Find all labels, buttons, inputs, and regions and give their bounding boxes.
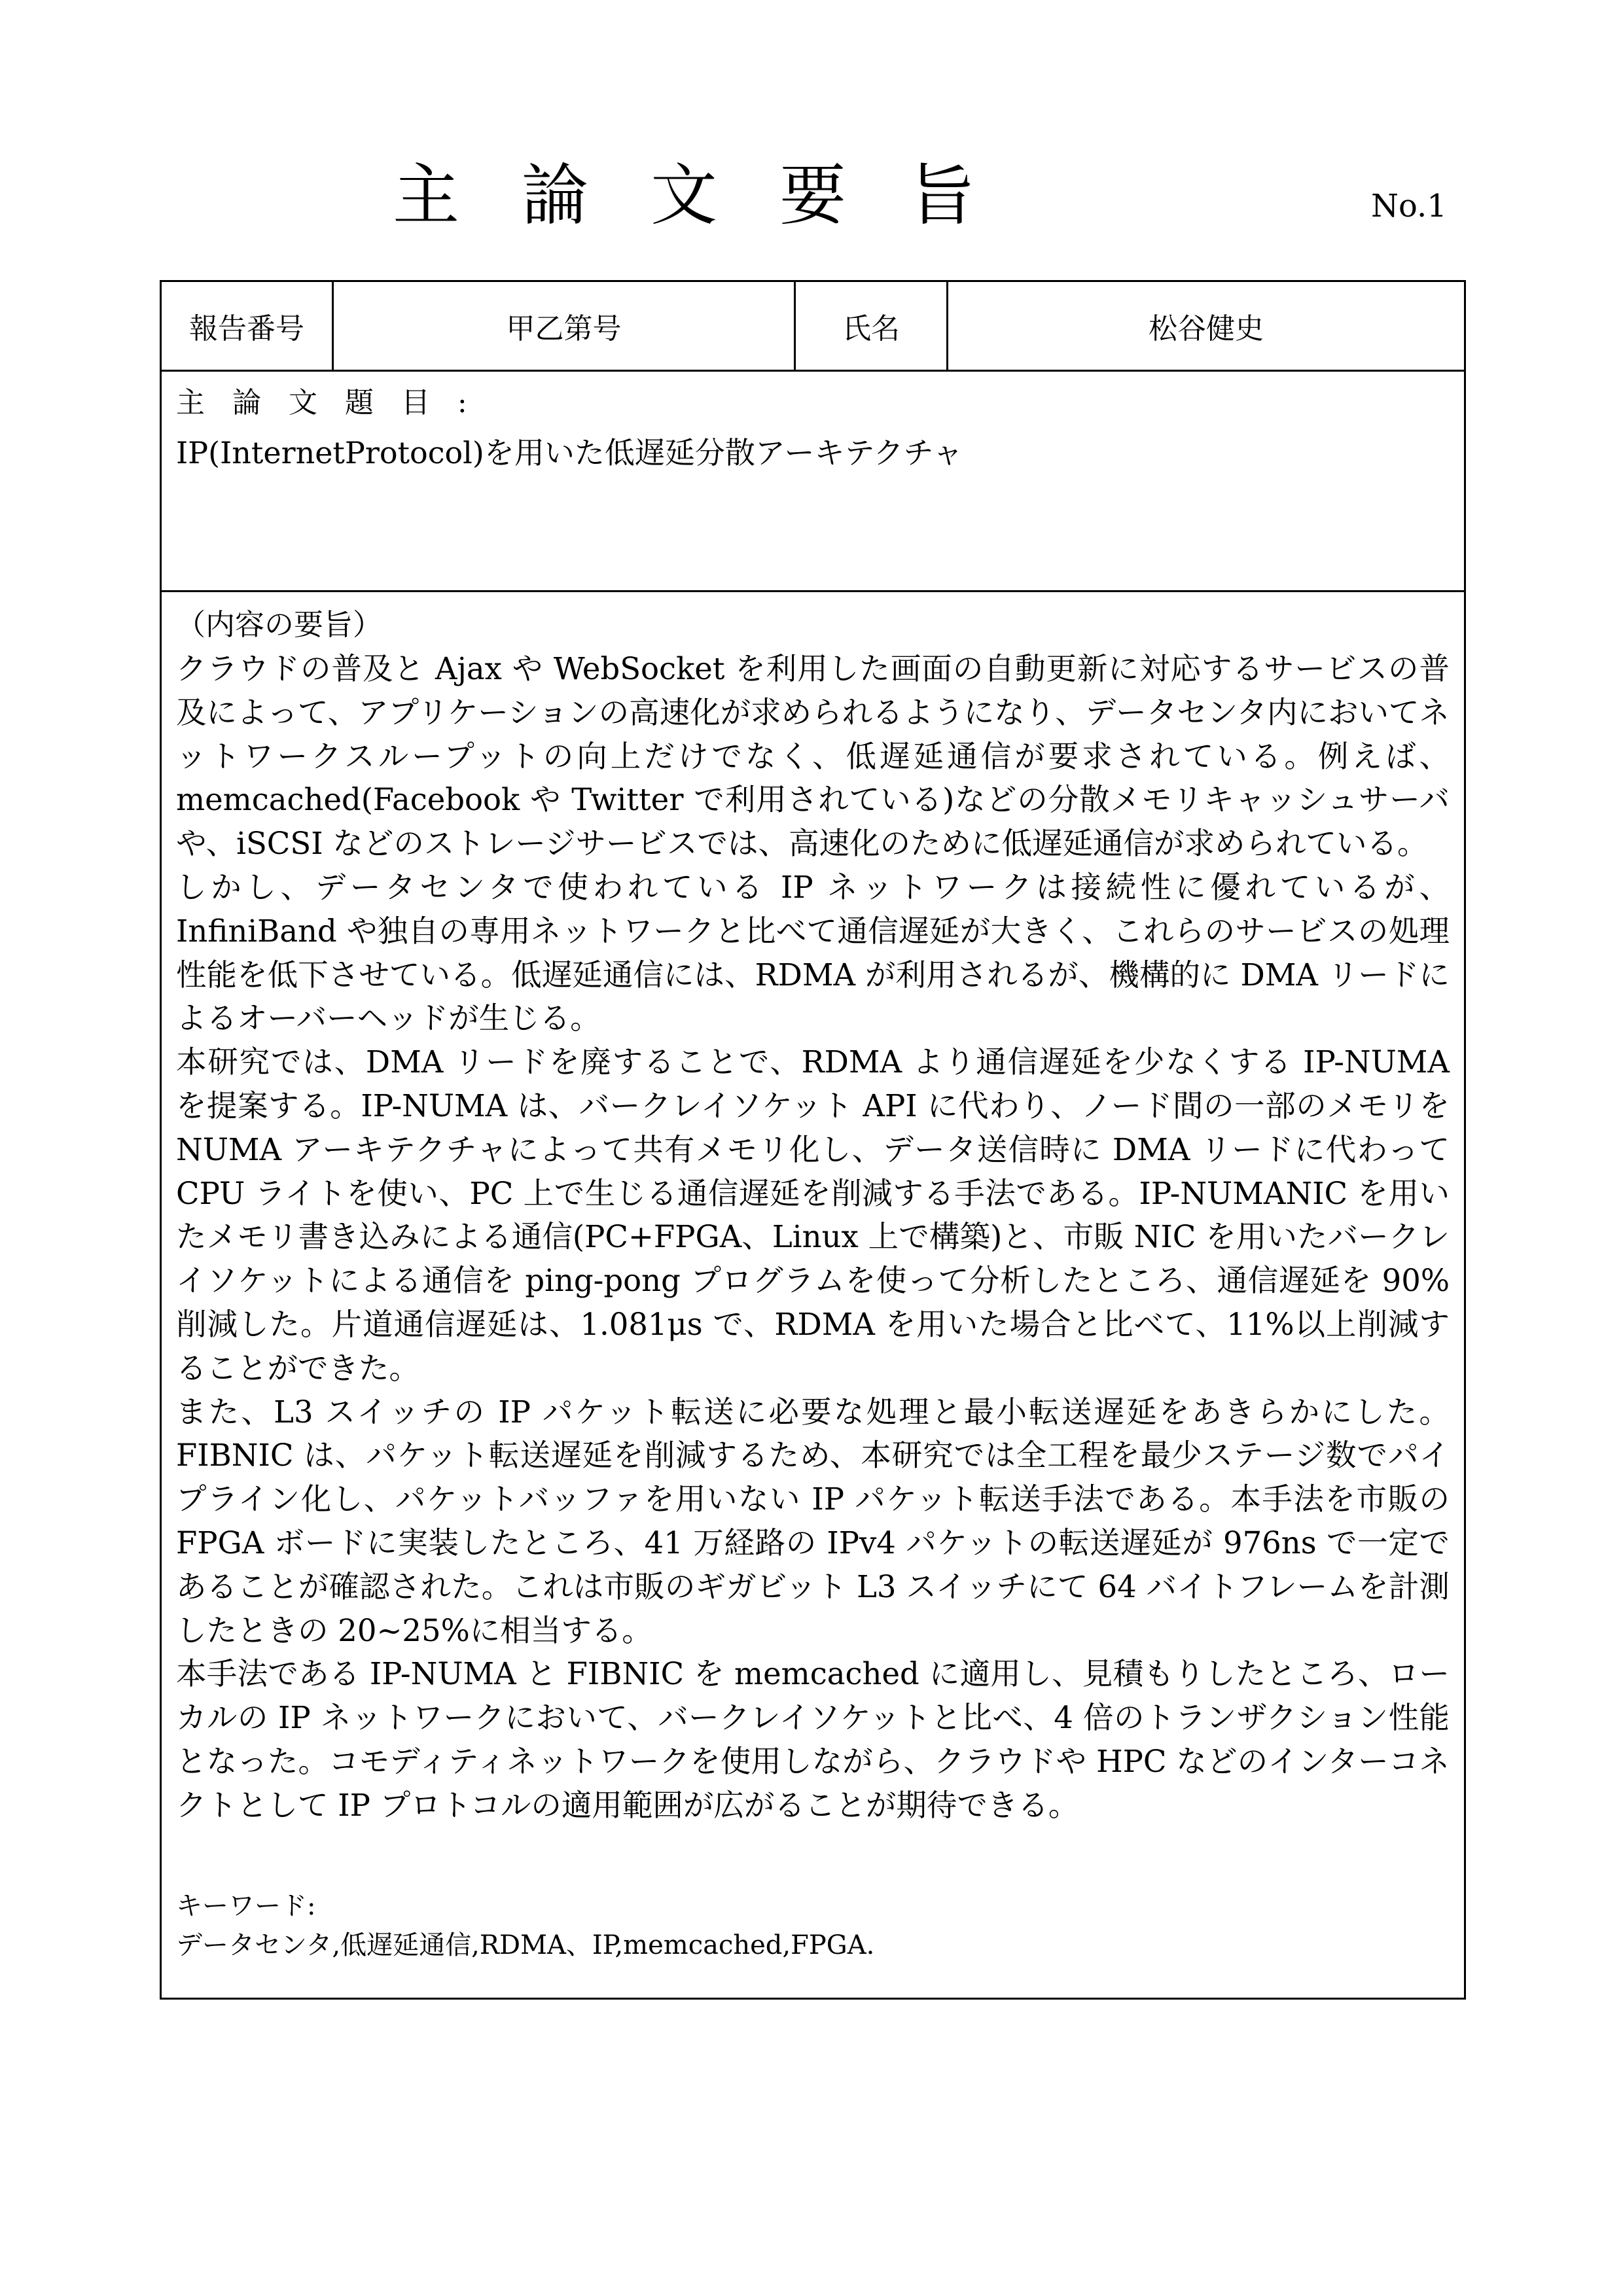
abstract-paragraph: クラウドの普及と Ajax や WebSocket を利用した画面の自動更新に対応するサービスの普及によって、アプリケーションの高速化が求められるようになり、データセンタ内においてネットワークスループットの向上だけでなく、低遅延通信が要求されている。例えば、memcached(Facebook や Twitter で利用されている)などの分散メモリキャッシュサーバや、iSCSI などのストレージサービスでは、高速化のために低遅延通信が求められている。: [176, 651, 1450, 862]
header-row: [162, 282, 1464, 372]
abstract-paragraph: しかし、データセンタで使われている IP ネットワークは接続性に優れているが、InfiniBand や独自の専用ネットワークと比べて通信遅延が大きく、これらのサービスの処理性能を低下させている。低遅延通信には、RDMA が利用されるが、機構的に DMA リードによるオーバーヘッドが生じる。: [176, 869, 1450, 1036]
name-label: 氏名: [796, 282, 948, 370]
page-number: No.1: [1371, 188, 1447, 224]
abstract-body: [176, 647, 1450, 1828]
thesis-title-section: [162, 372, 1464, 592]
report-number-value: 甲乙第号: [334, 282, 796, 370]
name-value: 松谷健史: [1149, 312, 1264, 345]
report-number-label: 報告番号: [162, 282, 334, 370]
keywords-label: キーワード:: [176, 1891, 316, 1921]
abstract-form: [160, 280, 1466, 2000]
thesis-title-text: IP(InternetProtocol)を用いた低遅延分散アーキテクチャ: [176, 435, 963, 470]
keywords-text: データセンタ,低遅延通信,RDMA、IP,memcached,FPGA.: [176, 1930, 875, 1960]
page-title: 主論文要旨: [393, 157, 1037, 235]
abstract-paragraph: また、L3 スイッチの IP パケット転送に必要な処理と最小転送遅延をあきらかにした。FIBNIC は、パケット転送遅延を削減するため、本研究では全工程を最少ステージ数でパイプライン化し、パケットバッファを用いない IP パケット転送手法である。本手法を市販の FPGA ボードに実装したところ、41 万経路の IPv4 パケットの転送遅延が 976ns で一定であることが確認された。これは市販のギガビット L3 スイッチにて 64 バイトフレームを計測したときの 20~25%に相当する。: [176, 1394, 1450, 1648]
abstract-heading: （内容の要旨）: [176, 607, 383, 642]
thesis-title-label: 主 論 文 題 目 :: [176, 386, 476, 419]
abstract-paragraph: 本手法である IP-NUMA と FIBNIC を memcached に適用し、見積もりしたところ、ローカルの IP ネットワークにおいて、バークレイソケットと比べ、4 倍のトランザクション性能となった。コモディティネットワークを使用しながら、クラウドや HPC などのインターコネクトとして IP プロトコルの適用範囲が広がることが期待できる。: [176, 1656, 1450, 1823]
abstract-section: [162, 592, 1464, 1998]
abstract-paragraph: 本研究では、DMA リードを廃することで、RDMA より通信遅延を少なくする IP-NUMA を提案する。IP-NUMA は、バークレイソケット API に代わり、ノード間の一部のメモリを NUMA アーキテクチャによって共有メモリ化し、データ送信時に DMA リードに代わって CPU ライトを使い、PC 上で生じる通信遅延を削減する手法である。IP-NUMANIC を用いたメモリ書き込みによる通信(PC+FPGA、Linux 上で構築)と、市販 NIC を用いたバークレイソケットによる通信を ping-pong プログラムを使って分析したところ、通信遅延を 90%削減した。片道通信遅延は、1.081μs で、RDMA を用いた場合と比べて、11%以上削減することができた。: [176, 1044, 1450, 1386]
